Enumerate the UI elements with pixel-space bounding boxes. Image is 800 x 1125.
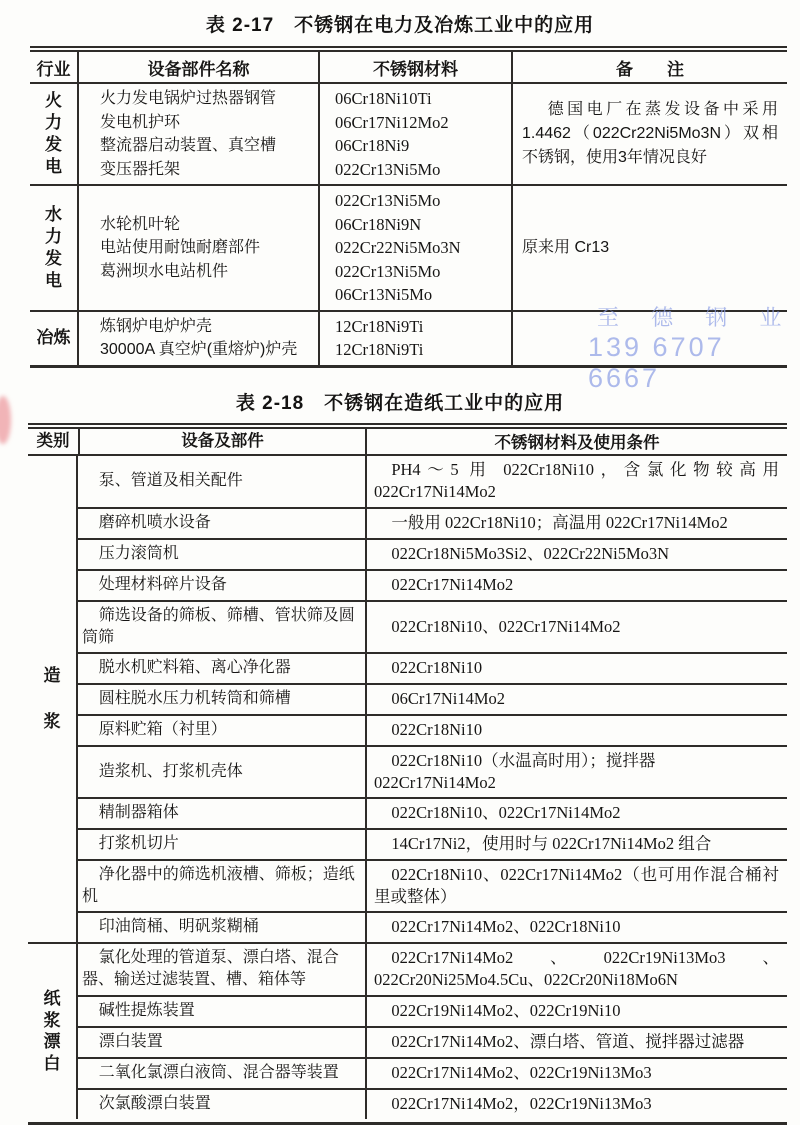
table-2-17-title: 表 2-17 不锈钢在电力及冶炼工业中的应用 [205, 15, 595, 36]
materials-cell: 06Cr18Ni10Ti 06Cr17Ni12Mo2 06Cr18Ni9 022Cr13Ni5Mo [320, 84, 513, 184]
remark-text: 德国电厂在蒸发设备中采用1.4462（022Cr22Ni5Mo3N）双相不锈钢，使用3年情况良好 [522, 101, 778, 166]
material-text: 022Cr17Ni14Mo2、022Cr19Ni13Mo3、022Cr20Ni25Mo4.5Cu、022Cr20Ni18Mo6N [374, 948, 779, 989]
material-cell [367, 1028, 787, 1057]
section-pulp-bleaching [28, 942, 787, 1119]
equipment-text: 磨碎机喷水设备 [98, 514, 211, 531]
material-text: 022Cr18Ni10、022Cr17Ni14Mo2 [391, 803, 621, 822]
table-row [78, 600, 787, 652]
table-row [78, 944, 787, 995]
equipment-cell [78, 571, 367, 600]
table-row-hydro-power [30, 184, 787, 310]
material-text: 022Cr18Ni10、022Cr17Ni14Mo2 [391, 616, 621, 636]
table-2-18-title: 表 2-18 不锈钢在造纸工业中的应用 [235, 392, 565, 414]
equipment-cell [78, 456, 367, 507]
table-row [78, 507, 787, 538]
table-row [78, 714, 787, 745]
column-header-material: 不锈钢材料 [320, 52, 513, 82]
material-cell [367, 456, 787, 507]
section-pulping [28, 456, 787, 942]
column-header-equipment: 设备及部件 [78, 429, 367, 454]
material-cell [367, 861, 787, 911]
table-2-18-header-row [28, 429, 787, 456]
equipment-text: 原料贮箱（衬里） [98, 721, 227, 738]
equipment-cell [78, 685, 367, 714]
material-text: 022Cr18Ni5Mo3Si2、022Cr22Ni5Mo3N [391, 544, 670, 563]
column-header-category: 类别 [36, 431, 70, 450]
table-row [78, 859, 787, 911]
remark-cell [513, 84, 787, 184]
equipment-text: 净化器中的筛选机液槽、筛板；造纸机 [82, 865, 355, 905]
equipment-cell [78, 1059, 367, 1088]
material-cell [367, 944, 787, 995]
material-text: 022Cr17Ni14Mo2、022Cr18Ni10 [391, 917, 621, 936]
equipment-cell: 水轮机叶轮 电站使用耐蚀耐磨部件 葛洲坝水电站机件 [79, 186, 320, 310]
material-text: 022Cr17Ni14Mo2，022Cr19Ni13Mo3 [391, 1094, 652, 1113]
equipment-text: 打浆机切片 [98, 835, 179, 852]
table-row [78, 456, 787, 507]
table-row [78, 745, 787, 797]
column-header-equipment: 设备部件名称 [79, 52, 320, 82]
table-row [78, 652, 787, 683]
material-cell [367, 571, 787, 600]
remark-cell [513, 186, 787, 310]
table-row [78, 1026, 787, 1057]
table-row [78, 797, 787, 828]
equipment-cell [78, 602, 367, 652]
industry-cell: 水 力 发 电 [30, 186, 79, 310]
column-header-remark: 备 注 [616, 59, 684, 79]
equipment-text: 造浆机、打浆机壳体 [98, 762, 243, 780]
material-text: 一般用 022Cr18Ni10；高温用 022Cr17Ni14Mo2 [391, 513, 728, 532]
material-text: 022Cr17Ni14Mo2 [391, 575, 514, 594]
equipment-cell: 火力发电锅炉过热器钢管 发电机护环 整流器启动装置、真空槽 变压器托架 [79, 84, 320, 184]
equipment-cell [78, 1028, 367, 1057]
equipment-text: 泵、管道及相关配件 [98, 472, 243, 489]
material-cell [367, 540, 787, 569]
material-cell [367, 602, 787, 652]
equipment-text: 精制器箱体 [98, 804, 179, 821]
industry-cell: 冶炼 [30, 312, 79, 365]
equipment-text: 碱性提炼装置 [98, 1002, 195, 1019]
material-cell [367, 1090, 787, 1119]
material-text: PH4～5 用 022Cr18Ni10，含氯化物较高用 022Cr17Ni14Mo2 [374, 460, 779, 501]
material-cell [367, 747, 787, 797]
column-header-material: 不锈钢材料及使用条件 [494, 434, 660, 452]
equipment-text: 脱水机贮料箱、离心净化器 [98, 659, 291, 676]
equipment-text: 漂白装置 [98, 1033, 163, 1050]
table-row [78, 828, 787, 859]
table-row [78, 538, 787, 569]
table-2-18 [28, 423, 787, 1119]
table-bottom-rule [28, 1122, 787, 1125]
section-rows [78, 944, 787, 1119]
equipment-cell [78, 654, 367, 683]
material-text: 022Cr18Ni10 [391, 720, 483, 739]
material-text: 06Cr17Ni14Mo2 [391, 689, 505, 708]
equipment-cell [78, 861, 367, 911]
material-text: 022Cr18Ni10 [391, 658, 483, 677]
material-cell [367, 913, 787, 942]
industry-cell: 火 力 发 电 [30, 84, 79, 184]
table-row [78, 1057, 787, 1088]
remark-cell [513, 312, 787, 365]
watermark-phone-number: 139 6707 6667 [588, 332, 725, 393]
equipment-cell [78, 944, 367, 995]
table-row [78, 569, 787, 600]
equipment-cell [78, 799, 367, 828]
table-2-17 [30, 46, 787, 368]
table-row [78, 911, 787, 942]
equipment-text: 处理材料碎片设备 [98, 576, 227, 593]
table-row-smelting [30, 310, 787, 365]
materials-cell: 022Cr13Ni5Mo 06Cr18Ni9N 022Cr22Ni5Mo3N 022Cr13Ni5Mo 06Cr13Ni5Mo [320, 186, 513, 310]
material-cell [367, 685, 787, 714]
material-text: 022Cr17Ni14Mo2、022Cr19Ni13Mo3 [391, 1063, 652, 1082]
equipment-text: 筛选设备的筛板、筛槽、管状筛及圆筒筛 [82, 606, 355, 646]
column-header-industry: 行业 [30, 52, 79, 82]
equipment-cell [78, 747, 367, 797]
equipment-cell [78, 716, 367, 745]
equipment-cell [78, 913, 367, 942]
equipment-text: 印油筒桶、明矾浆糊桶 [98, 918, 259, 935]
material-cell [367, 509, 787, 538]
table-row [78, 1088, 787, 1119]
material-text: 022Cr19Ni14Mo2、022Cr19Ni10 [391, 1001, 621, 1020]
watermark-company-name: 至 德 钢 业 [597, 305, 795, 330]
material-text: 022Cr17Ni14Mo2、漂白塔、管道、搅拌器过滤器 [391, 1032, 745, 1051]
equipment-cell [78, 509, 367, 538]
table-row [78, 995, 787, 1026]
material-cell [367, 716, 787, 745]
material-cell [367, 997, 787, 1026]
table-row [78, 683, 787, 714]
equipment-text: 次氯酸漂白装置 [98, 1095, 211, 1112]
material-cell [367, 1059, 787, 1088]
table-row-thermal-power [30, 82, 787, 184]
material-cell [367, 830, 787, 859]
material-text: 022Cr18Ni10、022Cr17Ni14Mo2（也可用作混合桶衬里或整体） [374, 864, 779, 906]
equipment-text: 压力滚筒机 [98, 545, 179, 562]
material-cell [367, 654, 787, 683]
equipment-text: 二氧化氯漂白液筒、混合器等装置 [98, 1064, 339, 1081]
category-cell-bleaching: 纸 浆 漂 白 [28, 944, 78, 1119]
material-text: 14Cr17Ni2，使用时与 022Cr17Ni14Mo2 组合 [391, 834, 712, 853]
category-cell-pulping: 造 浆 [28, 456, 78, 942]
table-2-17-header-row [30, 52, 787, 82]
equipment-cell [78, 830, 367, 859]
materials-cell: 12Cr18Ni9Ti 12Cr18Ni9Ti [320, 312, 513, 365]
equipment-cell [78, 997, 367, 1026]
equipment-cell [78, 540, 367, 569]
section-rows [78, 456, 787, 942]
remark-text: 原来用 Cr13 [522, 238, 610, 256]
material-text: 022Cr18Ni10（水温高时用）；搅拌器 022Cr17Ni14Mo2 [374, 750, 656, 792]
equipment-cell: 炼钢炉电炉炉壳 30000A 真空炉(重熔炉)炉壳 [79, 312, 320, 365]
equipment-cell [78, 1090, 367, 1119]
material-cell [367, 799, 787, 828]
equipment-text: 圆柱脱水压力机转筒和筛槽 [98, 690, 291, 707]
equipment-text: 氯化处理的管道泵、漂白塔、混合器、输送过滤装置、槽、箱体等 [82, 949, 339, 988]
